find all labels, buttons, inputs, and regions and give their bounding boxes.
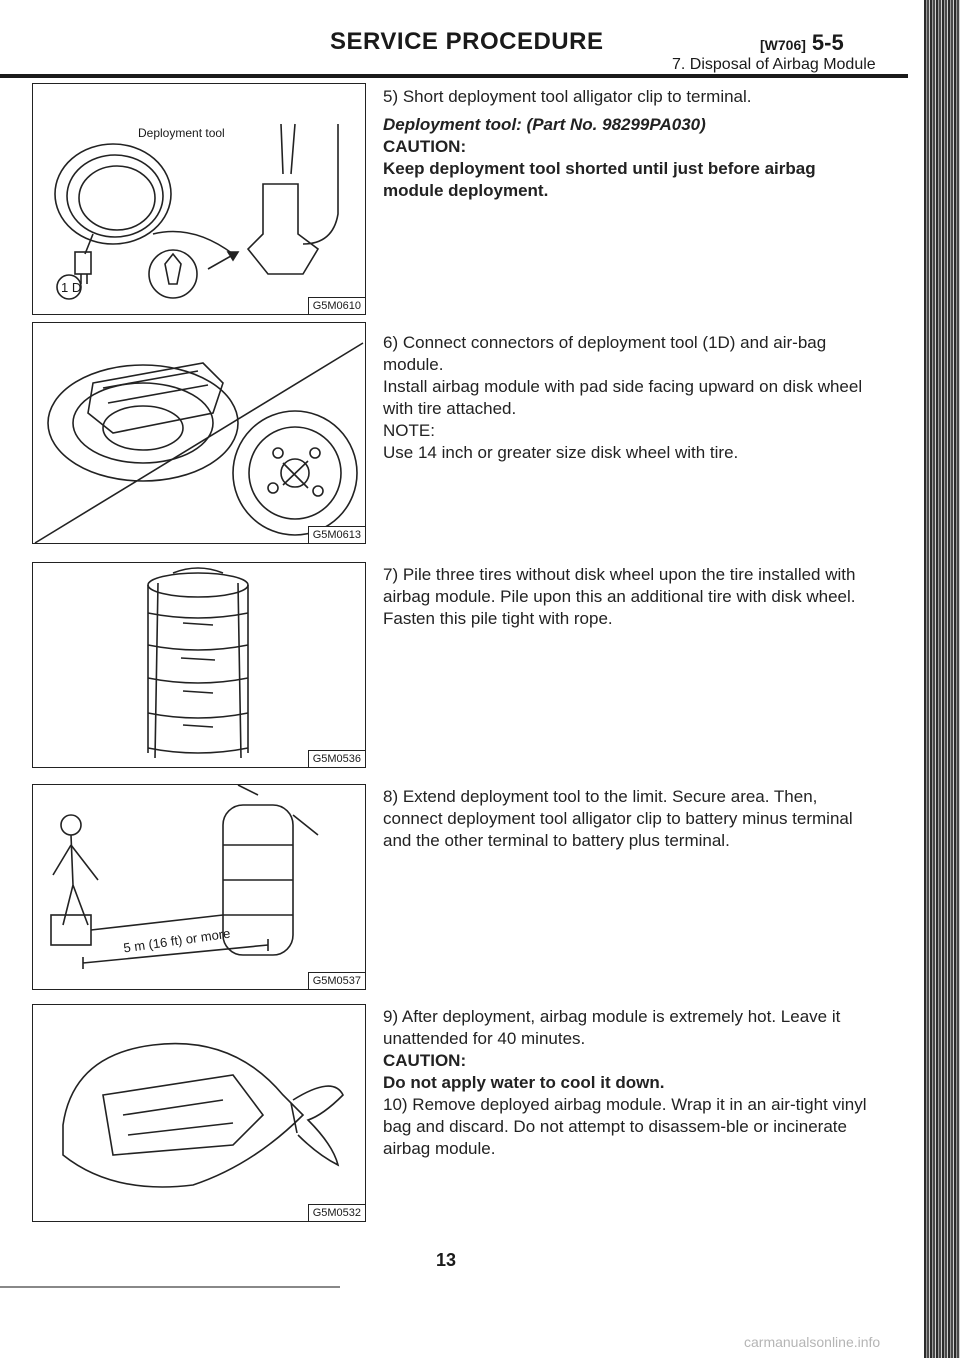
figure-airbag-on-wheel xyxy=(32,322,366,544)
airbag-on-wheel-illustration xyxy=(33,323,367,545)
figure-bagged-module xyxy=(32,1004,366,1222)
step-6-text-2: Install airbag module with pad side facing upward on disk wheel with tire attached. xyxy=(383,377,863,418)
deployment-tool-label: Deployment tool xyxy=(138,126,225,140)
figure-tire-pile xyxy=(32,562,366,768)
distance-label: 5 m (16 ft) or more xyxy=(122,925,232,956)
figure-code: G5M0610 xyxy=(308,297,365,314)
step-6-note-label: NOTE: xyxy=(383,421,435,440)
footer-rule xyxy=(0,1286,340,1288)
deployment-tool-illustration xyxy=(33,84,367,316)
step-7-text: 7) Pile three tires without disk wheel upon the tire installed with airbag module. Pile upon this an additional tire with disk wheel. Fasten this pile tight with rope. xyxy=(383,565,856,628)
step-5-caution: Keep deployment tool shorted until just before airbag module deployment. xyxy=(383,159,816,200)
figure-deployment-distance xyxy=(32,784,366,990)
step-10-text: 10) Remove deployed airbag module. Wrap it in an air-tight vinyl bag and discard. Do not attempt to disassem-ble or incinerate airbag module. xyxy=(383,1095,867,1158)
step-9 xyxy=(383,1006,873,1160)
figure-code: G5M0536 xyxy=(308,750,365,767)
step-8 xyxy=(383,786,873,852)
section-label xyxy=(760,30,844,56)
connector-1d-label: 1 D xyxy=(61,280,82,295)
figure-deployment-tool xyxy=(32,83,366,315)
step-9-caution-label: CAUTION: xyxy=(383,1051,467,1070)
section-subtitle: 7. Disposal of Airbag Module xyxy=(672,56,876,73)
step-5 xyxy=(383,86,873,202)
figure-code: G5M0532 xyxy=(308,1204,365,1221)
step-6-text: 6) Connect connectors of deployment tool (1D) and air-bag module. xyxy=(383,333,827,374)
step-6 xyxy=(383,332,873,464)
step-9-caution: Do not apply water to cool it down. xyxy=(383,1073,665,1092)
figure-code: G5M0537 xyxy=(308,972,365,989)
step-8-text: 8) Extend deployment tool to the limit. Secure area. Then, connect deployment tool alligator clip to battery minus terminal and the other terminal to battery plus terminal. xyxy=(383,787,853,850)
step-5-text: 5) Short deployment tool alligator clip to terminal. xyxy=(383,87,752,106)
deployment-distance-illustration xyxy=(33,785,367,991)
step-9-text: 9) After deployment, airbag module is extremely hot. Leave it unattended for 40 minutes. xyxy=(383,1007,841,1048)
section-number: 5-5 xyxy=(811,30,844,55)
step-5-tool: Deployment tool: (Part No. 98299PA030) xyxy=(383,115,706,134)
step-5-caution-label: CAUTION: xyxy=(383,137,467,156)
tire-pile-illustration xyxy=(33,563,367,769)
watermark: carmanualsonline.info xyxy=(744,1334,881,1350)
section-code: [W706] xyxy=(760,37,806,53)
step-7 xyxy=(383,564,873,630)
page-number: 13 xyxy=(436,1250,457,1270)
figure-code: G5M0613 xyxy=(308,526,365,543)
bagged-module-illustration xyxy=(33,1005,367,1223)
page-title: SERVICE PROCEDURE xyxy=(330,28,604,55)
step-6-note: Use 14 inch or greater size disk wheel with tire. xyxy=(383,443,739,462)
scan-binding-edge xyxy=(924,0,960,1358)
header-rule xyxy=(0,74,908,78)
